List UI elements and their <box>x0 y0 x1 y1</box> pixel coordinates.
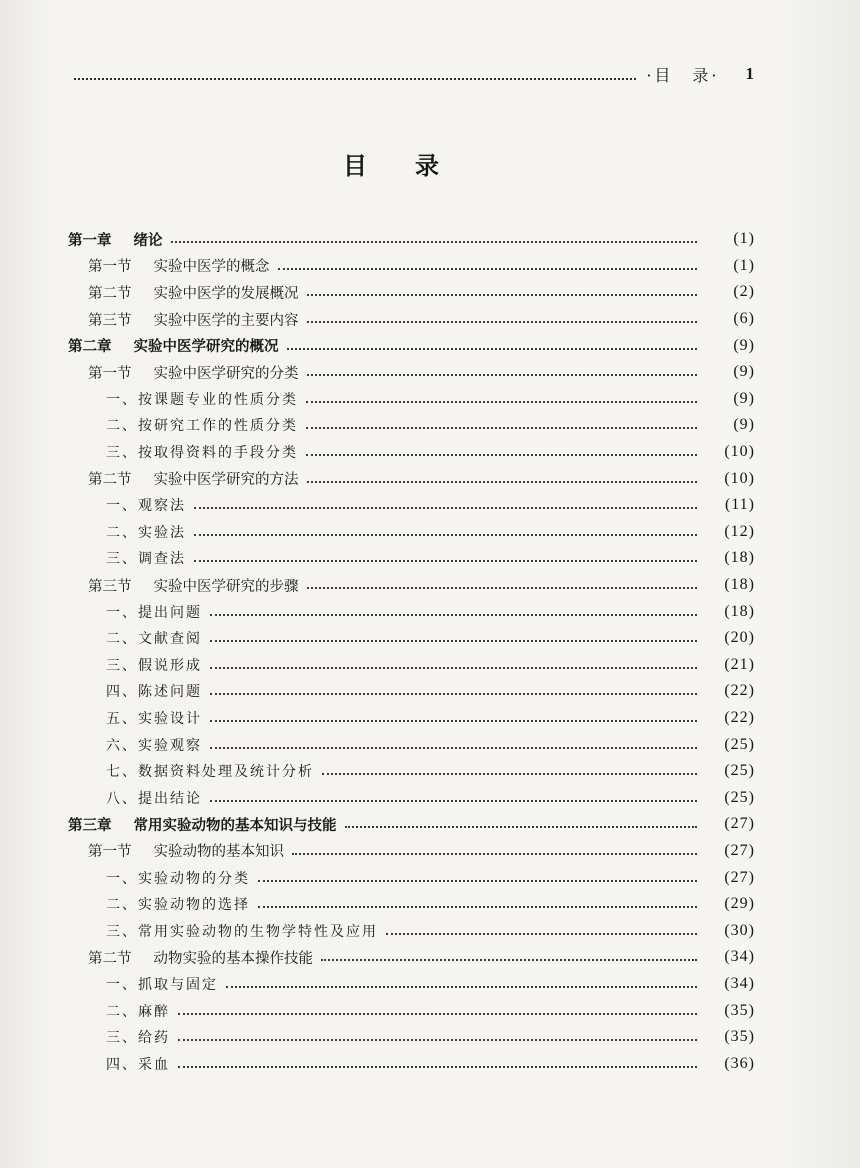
toc-entry-page: (9) <box>733 363 755 381</box>
toc-entry-page: (6) <box>733 310 755 328</box>
toc-dot-leader <box>307 481 698 483</box>
toc-entry-chapter <box>0 226 860 253</box>
toc-entry-item <box>0 625 860 652</box>
toc-dot-leader <box>210 800 697 802</box>
toc-entry-item <box>0 971 860 998</box>
toc-entry-title: 二、实验法 <box>106 524 186 541</box>
toc-entry-item <box>0 758 860 785</box>
toc-dot-leader <box>322 773 697 775</box>
toc-entry-number: 第三章 <box>68 817 112 834</box>
toc-dot-leader <box>307 587 698 589</box>
toc-entry-page: (18) <box>724 602 755 620</box>
toc-entry-label <box>68 229 163 250</box>
toc-dot-leader <box>178 1013 697 1015</box>
toc-list <box>0 226 860 1077</box>
running-header <box>74 62 754 86</box>
toc-entry-item <box>0 412 860 439</box>
header-dot-leader <box>74 78 636 80</box>
toc-entry-title: 一、提出问题 <box>106 604 202 621</box>
toc-entry-label <box>106 681 202 701</box>
toc-entry-title: 三、假说形成 <box>106 657 202 674</box>
toc-entry-label <box>106 389 298 409</box>
toc-entry-page: (10) <box>724 443 755 461</box>
toc-entry-number: 第一节 <box>88 844 132 861</box>
toc-entry-title: 实验动物的基本知识 <box>153 844 284 861</box>
toc-dot-leader <box>386 933 697 935</box>
toc-entry-page: (35) <box>724 1001 755 1019</box>
toc-entry-page: (9) <box>733 336 755 354</box>
toc-entry-label <box>106 522 186 542</box>
toc-entry-title: 三、按取得资料的手段分类 <box>106 445 298 462</box>
toc-entry-item <box>0 492 860 519</box>
toc-entry-title: 三、常用实验动物的生物学特性及应用 <box>106 923 378 940</box>
toc-entry-label <box>106 708 202 728</box>
toc-entry-title: 绪论 <box>133 232 163 249</box>
toc-entry-item <box>0 519 860 546</box>
toc-entry-page: (18) <box>724 576 755 594</box>
toc-entry-title: 实验中医学的发展概况 <box>153 285 299 302</box>
toc-entry-title: 二、文献查阅 <box>106 631 202 648</box>
toc-entry-title: 三、调查法 <box>106 551 186 568</box>
toc-entry-section <box>0 572 860 599</box>
toc-entry-label <box>68 814 337 835</box>
toc-entry-page: (34) <box>724 948 755 966</box>
toc-dot-leader <box>306 401 697 403</box>
toc-entry-number: 第二节 <box>88 472 132 489</box>
toc-entry-title: 七、数据资料处理及统计分析 <box>106 764 314 781</box>
toc-entry-item <box>0 997 860 1024</box>
toc-entry-page: (22) <box>724 708 755 726</box>
toc-entry-title: 二、麻醉 <box>106 1003 170 1020</box>
toc-entry-page: (21) <box>724 655 755 673</box>
toc-entry-number: 第二节 <box>88 285 132 302</box>
toc-entry-label <box>106 921 378 941</box>
toc-entry-label <box>106 974 218 994</box>
header-page-number: 1 <box>745 64 754 83</box>
toc-entry-title: 六、实验观察 <box>106 737 202 754</box>
toc-entry-chapter <box>0 332 860 359</box>
toc-entry-label <box>106 1027 170 1047</box>
toc-dot-leader <box>171 241 698 243</box>
toc-entry-title: 实验中医学研究的概况 <box>133 339 279 356</box>
toc-entry-label <box>106 548 186 568</box>
toc-entry-title: 实验中医学的主要内容 <box>153 312 299 329</box>
toc-dot-leader <box>306 454 697 456</box>
toc-entry-title: 一、观察法 <box>106 498 186 515</box>
toc-entry-page: (27) <box>724 841 755 859</box>
toc-entry-section <box>0 306 860 333</box>
toc-entry-title: 一、抓取与固定 <box>106 976 218 993</box>
toc-dot-leader <box>210 693 697 695</box>
toc-dot-leader <box>210 720 697 722</box>
toc-dot-leader <box>226 986 697 988</box>
toc-entry-section <box>0 465 860 492</box>
toc-entry-page: (20) <box>724 629 755 647</box>
toc-entry-title: 五、实验设计 <box>106 710 202 727</box>
toc-dot-leader <box>258 906 697 908</box>
toc-entry-item <box>0 545 860 572</box>
toc-dot-leader <box>210 640 697 642</box>
toc-entry-page: (10) <box>724 469 755 487</box>
toc-entry-page: (27) <box>724 815 755 833</box>
toc-entry-label <box>106 735 202 755</box>
toc-entry-title: 三、给药 <box>106 1030 170 1047</box>
toc-entry-section <box>0 838 860 865</box>
toc-entry-page: (22) <box>724 682 755 700</box>
toc-entry-label <box>106 761 314 781</box>
toc-entry-label <box>88 840 284 861</box>
toc-entry-label <box>106 495 186 515</box>
toc-entry-label <box>106 1054 170 1074</box>
toc-dot-leader <box>178 1066 697 1068</box>
toc-entry-item <box>0 598 860 625</box>
toc-entry-item <box>0 784 860 811</box>
toc-entry-page: (2) <box>733 283 755 301</box>
toc-entry-number: 第三节 <box>88 578 132 595</box>
toc-dot-leader <box>287 348 698 350</box>
toc-entry-section <box>0 253 860 280</box>
toc-dot-leader <box>210 747 697 749</box>
toc-dot-leader <box>321 959 697 961</box>
toc-entry-section <box>0 279 860 306</box>
toc-dot-leader <box>178 1039 697 1041</box>
toc-entry-page: (27) <box>724 868 755 886</box>
toc-entry-label <box>88 947 313 968</box>
toc-entry-page: (9) <box>733 389 755 407</box>
toc-entry-label <box>88 255 270 276</box>
toc-entry-item <box>0 1050 860 1077</box>
toc-entry-page: (12) <box>724 522 755 540</box>
toc-dot-leader <box>194 534 697 536</box>
toc-entry-label <box>88 575 299 596</box>
toc-dot-leader <box>306 427 697 429</box>
toc-entry-label <box>106 415 298 435</box>
toc-entry-page: (35) <box>724 1028 755 1046</box>
toc-entry-label <box>106 894 250 914</box>
toc-dot-leader <box>307 321 698 323</box>
toc-dot-leader <box>258 880 697 882</box>
toc-entry-page: (1) <box>733 230 755 248</box>
toc-entry-label <box>106 1001 170 1021</box>
toc-entry-title: 实验中医学研究的方法 <box>153 472 299 489</box>
toc-entry-page: (34) <box>724 974 755 992</box>
toc-entry-title: 八、提出结论 <box>106 790 202 807</box>
toc-entry-title: 四、采血 <box>106 1056 170 1073</box>
toc-entry-item <box>0 891 860 918</box>
toc-entry-page: (25) <box>724 762 755 780</box>
toc-entry-title: 实验中医学研究的步骤 <box>153 578 299 595</box>
toc-entry-label <box>88 362 299 383</box>
toc-entry-title: 实验中医学研究的分类 <box>153 365 299 382</box>
toc-entry-section <box>0 359 860 386</box>
toc-entry-number: 第二节 <box>88 950 132 967</box>
toc-dot-leader <box>194 560 697 562</box>
page-title: 目录 <box>343 152 487 180</box>
toc-entry-title: 一、按课题专业的性质分类 <box>106 391 298 408</box>
toc-entry-item <box>0 652 860 679</box>
toc-entry-page: (25) <box>724 735 755 753</box>
toc-entry-item <box>0 1024 860 1051</box>
toc-entry-title: 二、实验动物的选择 <box>106 897 250 914</box>
toc-entry-label <box>88 309 299 330</box>
toc-entry-item <box>0 386 860 413</box>
toc-entry-title: 常用实验动物的基本知识与技能 <box>133 817 337 834</box>
toc-entry-number: 第一节 <box>88 259 132 276</box>
toc-entry-item <box>0 731 860 758</box>
toc-entry-item <box>0 864 860 891</box>
toc-dot-leader <box>307 374 698 376</box>
toc-entry-label <box>88 468 299 489</box>
toc-entry-page: (25) <box>724 788 755 806</box>
toc-entry-number: 第一节 <box>88 365 132 382</box>
toc-dot-leader <box>278 268 698 270</box>
toc-entry-label <box>106 655 202 675</box>
toc-entry-label <box>106 442 298 462</box>
header-label: ·目 录· <box>646 65 720 85</box>
toc-entry-number: 第二章 <box>68 339 112 356</box>
toc-dot-leader <box>210 614 697 616</box>
toc-entry-title: 实验中医学的概念 <box>153 259 270 276</box>
toc-entry-label <box>106 868 250 888</box>
toc-entry-page: (1) <box>733 256 755 274</box>
toc-entry-page: (11) <box>724 496 755 514</box>
toc-entry-item <box>0 705 860 732</box>
toc-entry-chapter <box>0 811 860 838</box>
toc-entry-item <box>0 678 860 705</box>
toc-entry-number: 第一章 <box>68 232 112 249</box>
toc-entry-page: (36) <box>724 1054 755 1072</box>
toc-entry-title: 一、实验动物的分类 <box>106 870 250 887</box>
toc-entry-title: 动物实验的基本操作技能 <box>153 950 313 967</box>
toc-entry-number: 第三节 <box>88 312 132 329</box>
toc-entry-label <box>68 335 279 356</box>
toc-entry-item <box>0 917 860 944</box>
toc-entry-page: (30) <box>724 921 755 939</box>
toc-dot-leader <box>307 294 698 296</box>
toc-entry-title: 四、陈述问题 <box>106 684 202 701</box>
toc-entry-label <box>106 788 202 808</box>
toc-dot-leader <box>345 826 698 828</box>
toc-entry-item <box>0 439 860 466</box>
toc-entry-title: 二、按研究工作的性质分类 <box>106 418 298 435</box>
toc-entry-label <box>106 602 202 622</box>
toc-dot-leader <box>194 507 697 509</box>
toc-entry-page: (29) <box>724 895 755 913</box>
toc-dot-leader <box>210 667 697 669</box>
toc-dot-leader <box>292 853 697 855</box>
toc-entry-page: (18) <box>724 549 755 567</box>
toc-entry-label <box>88 282 299 303</box>
toc-entry-section <box>0 944 860 971</box>
toc-entry-label <box>106 628 202 648</box>
toc-entry-page: (9) <box>733 416 755 434</box>
